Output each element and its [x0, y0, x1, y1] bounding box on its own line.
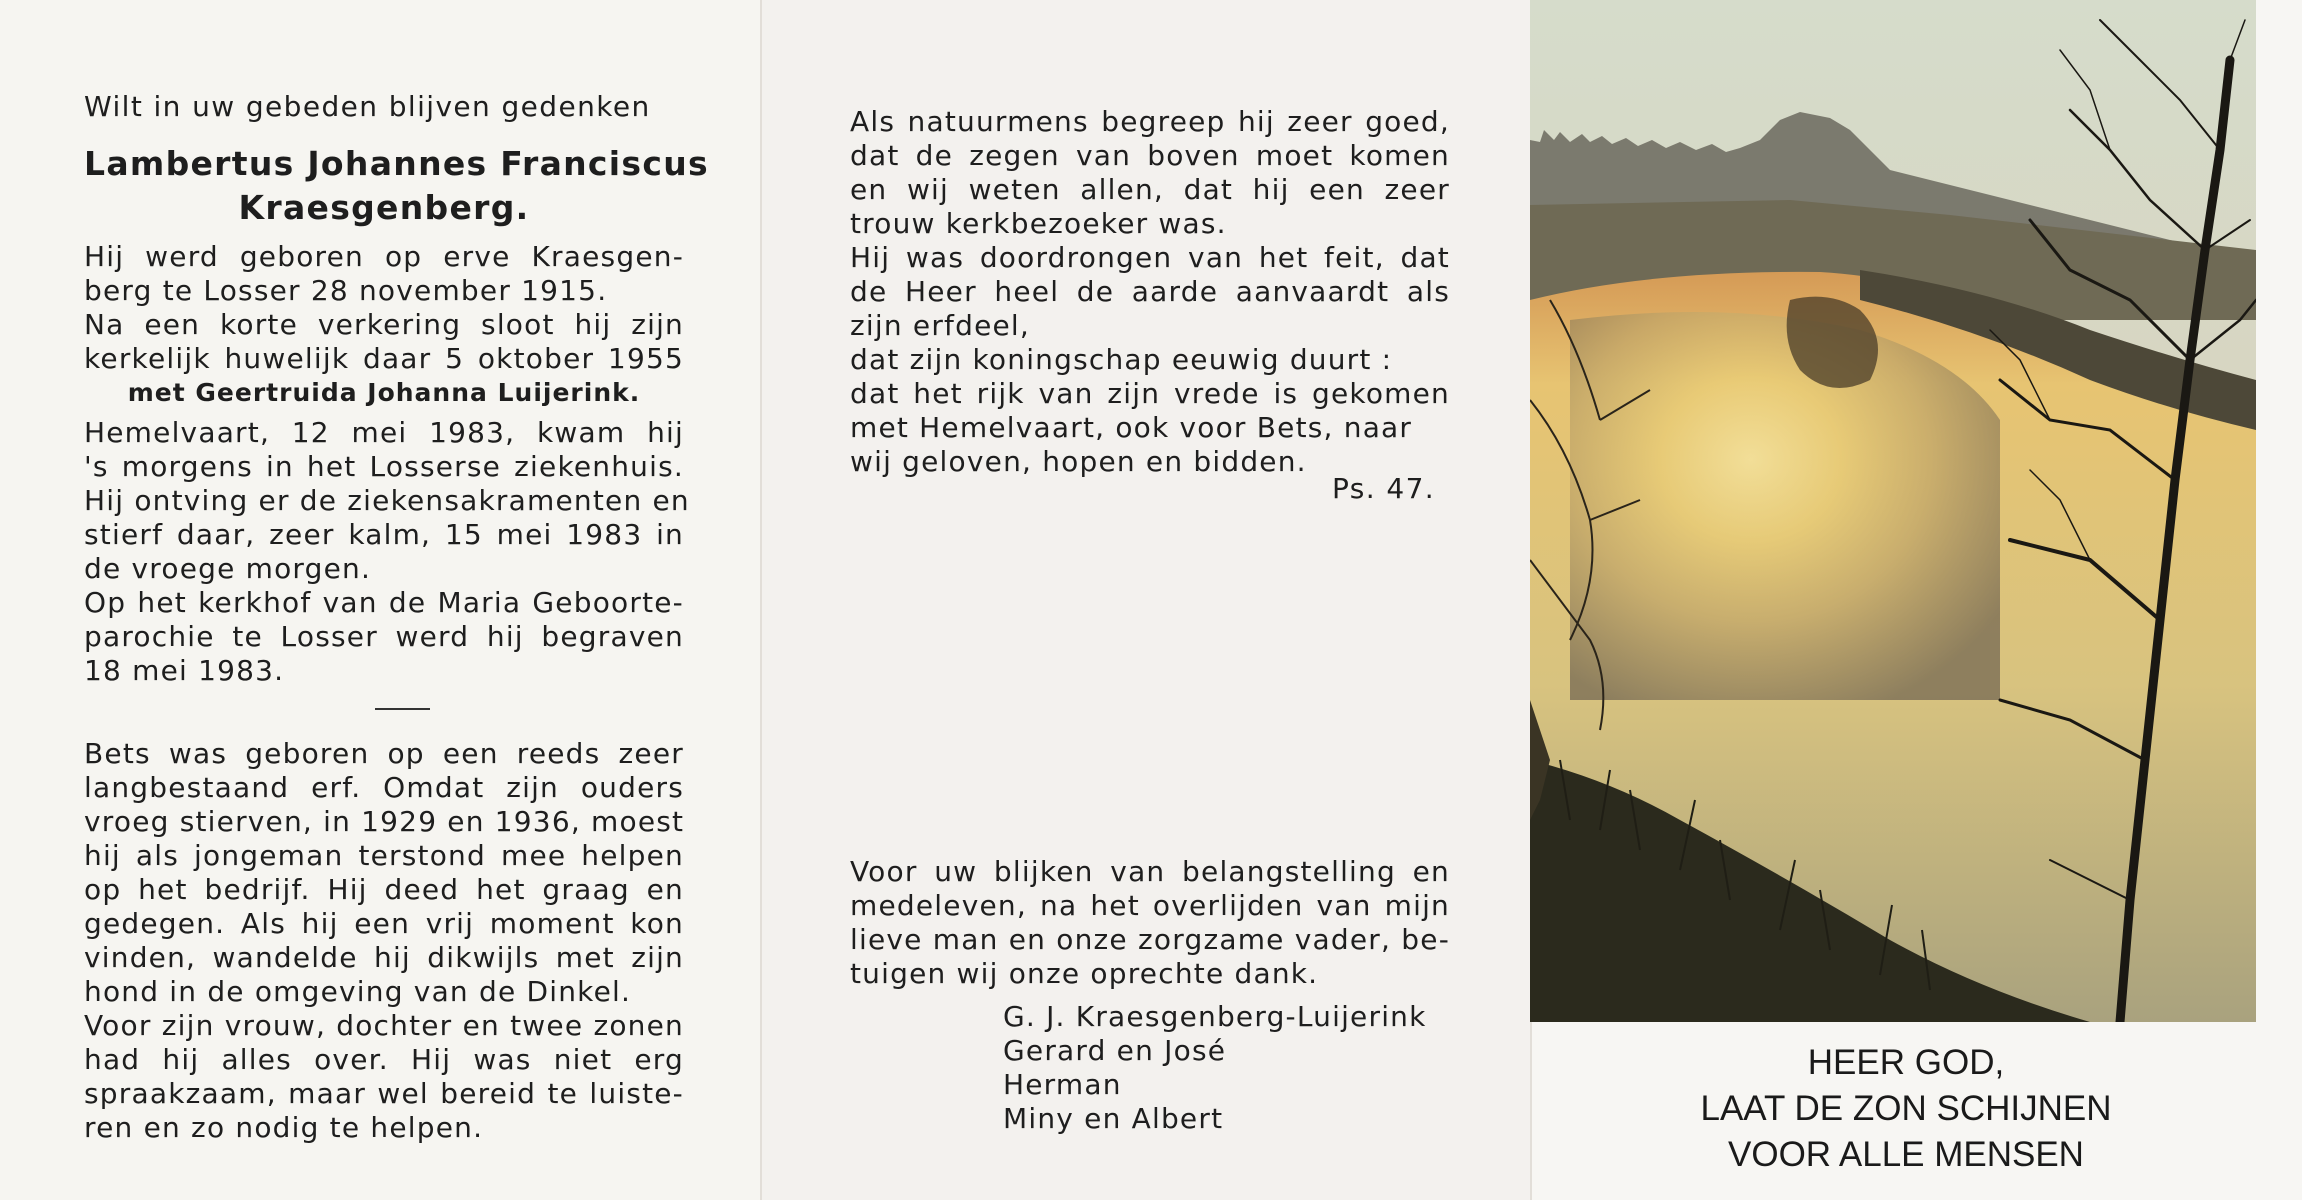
- text-line: vinden, wandelde hij dikwijls met zijn: [84, 941, 684, 974]
- motto-line-2: LAAT DE ZON SCHIJNEN: [1700, 1089, 2112, 1128]
- text-line: de Heer heel de aarde aanvaardt als: [850, 275, 1450, 308]
- text-line: wij geloven, hopen en bidden.: [850, 445, 1307, 478]
- text-line: Als natuurmens begreep hij zeer goed,: [850, 105, 1450, 138]
- text-line: parochie te Losser werd hij begraven: [84, 620, 684, 653]
- text-line: zijn erfdeel,: [850, 309, 1031, 342]
- family-signatures: [1003, 1000, 1427, 1136]
- text-line: Op het kerkhof van de Maria Geboorte-: [84, 586, 684, 619]
- text-line: Hij ontving er de ziekensakramenten en: [84, 484, 690, 517]
- text-line: Bets was geboren op een reeds zeer: [84, 737, 684, 770]
- text-line: de vroege morgen.: [84, 552, 372, 585]
- text-line: lieve man en onze zorgzame vader, be-: [850, 923, 1450, 956]
- birth-marriage-text: [84, 240, 684, 376]
- text-line: berg te Losser 28 november 1915.: [84, 274, 608, 307]
- text-line: vroeg stierven, in 1929 en 1936, moest: [84, 805, 685, 838]
- text-line: 's morgens in het Losserse ziekenhuis.: [84, 450, 684, 483]
- text-line: op het bedrijf. Hij deed het graag en: [84, 873, 684, 906]
- divider: [375, 708, 430, 710]
- text-line: had hij alles over. Hij was niet erg: [84, 1043, 684, 1076]
- life-description-text: [84, 737, 684, 1145]
- text-line: stierf daar, zeer kalm, 15 mei 1983 in: [84, 518, 684, 551]
- thanks-text: [850, 855, 1450, 991]
- sunset-river-trees-photo: [1530, 0, 2256, 1022]
- text-line: 18 mei 1983.: [84, 654, 285, 687]
- spouse-line: met Geertruida Johanna Luijerink.: [127, 378, 641, 407]
- text-line: gedegen. Als hij een vrij moment kon: [84, 907, 684, 940]
- family-name: Gerard en José: [1003, 1034, 1227, 1067]
- text-line: tuigen wij onze oprechte dank.: [850, 957, 1319, 990]
- text-line: hond in de omgeving van de Dinkel.: [84, 975, 632, 1008]
- death-burial-text: [84, 416, 690, 688]
- text-line: medeleven, na het overlijden van mijn: [850, 889, 1450, 922]
- text-line: Voor uw blijken van belangstelling en: [850, 855, 1450, 888]
- text-line: Hij was doordrongen van het feit, dat: [850, 241, 1450, 274]
- name-line-2: Kraesgenberg.: [238, 188, 530, 227]
- text-line: Hemelvaart, 12 mei 1983, kwam hij: [84, 416, 684, 449]
- fold-line-left: [760, 0, 762, 1200]
- motto-line-3: VOOR ALLE MENSEN: [1728, 1135, 2084, 1174]
- motto: [1596, 1040, 2216, 1178]
- text-line: hij als jongeman terstond mee helpen: [84, 839, 684, 872]
- text-line: Voor zijn vrouw, dochter en twee zonen: [84, 1009, 684, 1042]
- faith-text: [850, 105, 1450, 479]
- text-line: en wij weten allen, dat hij een zeer: [850, 173, 1450, 206]
- text-line: Na een korte verkering sloot hij zijn: [84, 308, 684, 341]
- text-line: ren en zo nodig te helpen.: [84, 1111, 484, 1144]
- text-line: Hij werd geboren op erve Kraesgen-: [84, 240, 684, 273]
- text-line: trouw kerkbezoeker was.: [850, 207, 1227, 240]
- text-line: langbestaand erf. Omdat zijn ouders: [84, 771, 684, 804]
- family-name: Miny en Albert: [1003, 1102, 1224, 1135]
- text-line: dat de zegen van boven moet komen: [850, 139, 1450, 172]
- greeting: Wilt in uw gebeden blijven gedenken: [84, 90, 651, 123]
- family-name: G. J. Kraesgenberg-Luijerink: [1003, 1000, 1427, 1033]
- family-name: Herman: [1003, 1068, 1122, 1101]
- text-line: dat zijn koningschap eeuwig duurt :: [850, 343, 1393, 376]
- text-line: dat het rijk van zijn vrede is gekomen: [850, 377, 1450, 410]
- text-line: kerkelijk huwelijk daar 5 oktober 1955: [84, 342, 684, 375]
- name-line-1: Lambertus Johannes Franciscus: [84, 144, 709, 183]
- motto-line-1: HEER GOD,: [1807, 1043, 2005, 1082]
- text-line: spraakzaam, maar wel bereid te luiste-: [84, 1077, 684, 1110]
- text-line: met Hemelvaart, ook voor Bets, naar: [850, 411, 1413, 444]
- psalm-reference: Ps. 47.: [1332, 472, 1436, 505]
- deceased-name: [84, 142, 709, 230]
